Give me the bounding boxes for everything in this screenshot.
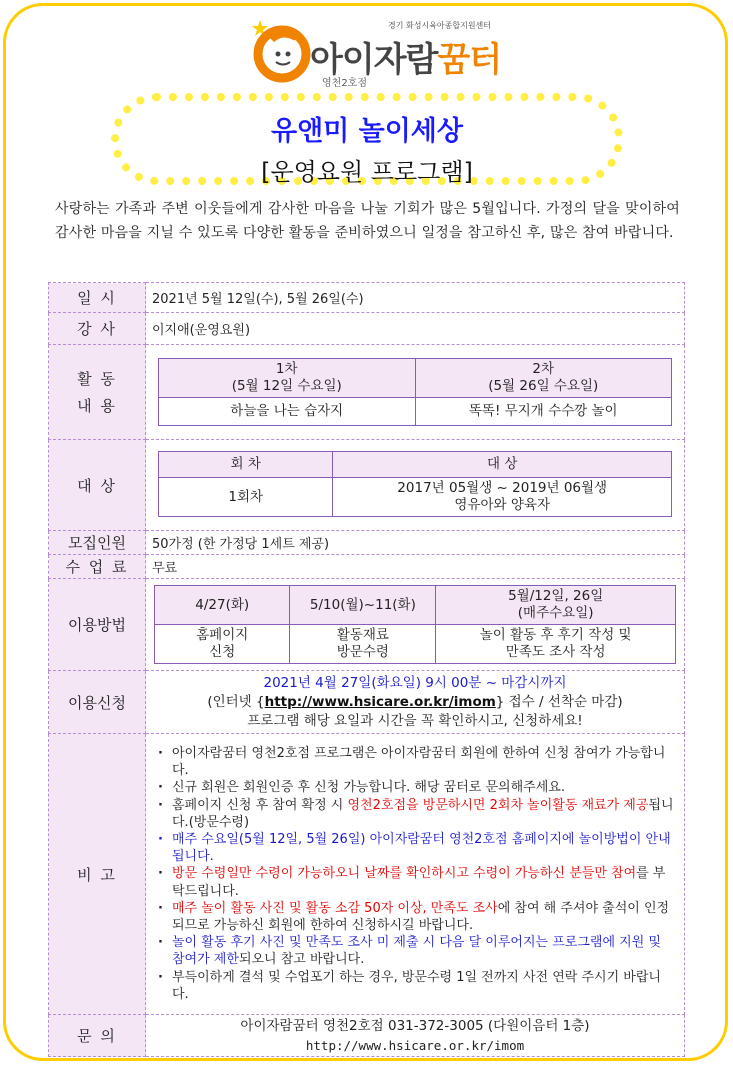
activity-round2-content: 똑똑! 무지개 수수깡 놀이 (415, 398, 672, 426)
logo (250, 14, 510, 89)
note-item: · 아이자람꿈터 영천2호점 프로그램은 아이자람꿈터 회원에 한하여 신청 참여가 가능합니다. (156, 745, 674, 779)
value-recruit: 50가정 (한 가정당 1세트 제공) (146, 531, 685, 555)
row-apply (49, 671, 685, 734)
label-instructor: 강 사 (49, 313, 146, 345)
note-item: · 부득이하게 결석 및 수업포기 하는 경우, 방문수령 1일 전까지 사전 연락 주시기 바랍니다. (156, 969, 674, 1003)
method-table (154, 585, 676, 664)
target-header-round: 회 차 (159, 452, 333, 478)
note-item: · 신규 회원은 회원인증 후 신청 가능합니다. 해당 꿈터로 문의해주세요. (156, 779, 674, 796)
title-box (111, 93, 623, 185)
logo-brand-text: 아이자람꿈터 (310, 40, 502, 80)
apply-period: 2021년 4월 27일(화요일) 9시 00분 ~ 마감시까지 (263, 674, 567, 691)
apply-method: (인터넷 {http://www.hsicare.or.kr/imom} 접수 / 선착순 마감) (207, 693, 623, 710)
activity-round1-header: 1차 (5월 12일 수요일) (159, 359, 416, 398)
method-step2-desc: 활동재료 방문수령 (290, 625, 436, 664)
label-activity: 활 동 내 용 (49, 345, 146, 440)
page-title: 유앤미 놀이세상 (271, 116, 463, 147)
activity-round1-content: 하늘을 나는 습자지 (159, 398, 416, 426)
label-target: 대 상 (49, 440, 146, 531)
activity-table (158, 358, 672, 426)
note-item: · 홈페이지 신청 후 참여 확정 시 영천2호점을 방문하시면 2회차 놀이활동 재료가 제공됩니다.(방문수령) (156, 797, 674, 831)
page-subtitle: [운영요원 프로그램] (261, 158, 473, 186)
row-method (49, 579, 685, 671)
target-description: 2017년 05월생 ~ 2019년 06월생 영유아와 양육자 (333, 478, 672, 517)
note-item: · 놀이 활동 후기 사진 및 만족도 조사 미 제출 시 다음 달 이루어지는 프로그램에 지원 및 참여가 제한되오니 참고 바랍니다. (156, 934, 674, 968)
row-recruit (49, 531, 685, 555)
method-step3-desc: 놀이 활동 후 후기 작성 및 만족도 조사 작성 (436, 625, 676, 664)
value-date: 2021년 5월 12일(수), 5월 26일(수) (146, 283, 685, 313)
row-fee (49, 555, 685, 579)
notes-list (146, 741, 684, 1007)
label-recruit: 모집인원 (49, 531, 146, 555)
row-instructor (49, 313, 685, 345)
apply-link[interactable]: http://www.hsicare.or.kr/imom (264, 693, 496, 710)
target-table (158, 451, 672, 517)
target-header-target: 대 상 (333, 452, 672, 478)
label-contact: 문 의 (49, 1015, 146, 1057)
label-notes: 비 고 (49, 734, 146, 1015)
method-step1-date: 4/27(화) (155, 586, 290, 625)
note-item: · 방문 수령일만 수령이 가능하오니 날짜를 확인하시고 수령이 가능하신 분들만 참여를 부탁드립니다. (156, 865, 674, 899)
method-step2-date: 5/10(월)~11(화) (290, 586, 436, 625)
label-date: 일 시 (49, 283, 146, 313)
row-date (49, 283, 685, 313)
value-instructor: 이지애(운영요원) (146, 313, 685, 345)
contact-info: 아이자람꿈터 영천2호점 031-372-3005 (다원이음터 1층) (240, 1017, 590, 1034)
label-fee: 수 업 료 (49, 555, 146, 579)
activity-round2-header: 2차 (5월 26일 수요일) (415, 359, 672, 398)
label-method: 이용방법 (49, 579, 146, 671)
apply-reminder: 프로그램 해당 요일과 시간을 꼭 확인하시고, 신청하세요! (247, 712, 583, 729)
value-fee: 무료 (146, 555, 685, 579)
intro-paragraph: 사랑하는 가족과 주변 이웃들에게 감사한 마음을 나눌 기회가 많은 5월입니다. 가정의 달을 맞이하여 감사한 마음을 지닐 수 있도록 다양한 활동을 준비하였으니 일정을 참고하신 후, 많은 참여 바랍니다. (55, 201, 680, 241)
label-apply: 이용신청 (49, 671, 146, 734)
row-notes (49, 734, 685, 1015)
target-round: 1회차 (159, 478, 333, 517)
row-activity (49, 345, 685, 440)
contact-url[interactable]: http://www.hsicare.or.kr/imom (305, 1037, 525, 1053)
note-item: · 매주 놀이 활동 사진 및 활동 소감 50자 이상, 만족도 조사에 참여 해 주셔야 출석이 인정되므로 가능하신 회원에 한하여 신청하시길 바랍니다. (156, 900, 674, 934)
method-step1-desc: 홈페이지 신청 (155, 625, 290, 664)
row-target (49, 440, 685, 531)
logo-branch-text: 영천2호점 (322, 78, 368, 89)
method-step3-date: 5월/12일, 26일 (매주수요일) (436, 586, 676, 625)
program-info-table (48, 282, 685, 1057)
row-contact (49, 1015, 685, 1057)
note-item: · 매주 수요일(5월 12일, 5월 26일) 아이자람꿈터 영천2호점 홈페이지에 놀이방법이 안내됩니다. (156, 831, 674, 865)
logo-org-text: 경기 화성시육아종합지원센터 (388, 21, 492, 30)
logo-face-icon (250, 18, 312, 84)
